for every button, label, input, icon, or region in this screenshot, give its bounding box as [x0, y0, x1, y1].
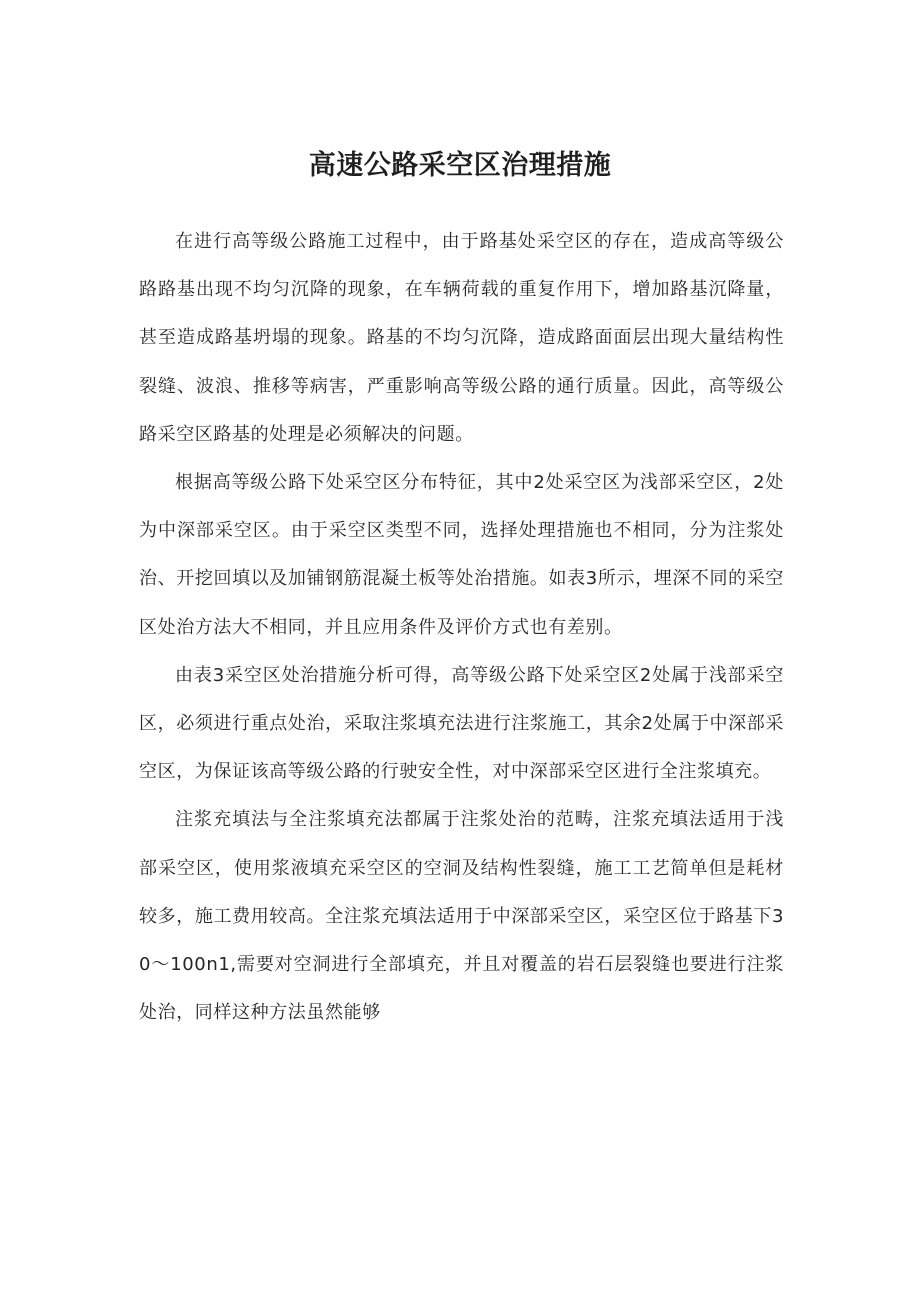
paragraph-4: 注浆充填法与全注浆填充法都属于注浆处治的范畴，注浆充填法适用于浅部采空区，使用浆液填充采空区的空洞及结构性裂缝，施工工艺简单但是耗材较多，施工费用较高。全注浆充填法适用于中深部采空区，采空区位于路基下30〜100n1,需要对空洞进行全部填充，并且对覆盖的岩石层裂缝也要进行注浆处治，同样这种方法虽然能够: [139, 809, 784, 1024]
paragraph-2: 根据高等级公路下处采空区分布特征，其中2处采空区为浅部采空区，2处为中深部采空区。由于采空区类型不同，选择处理措施也不相同，分为注浆处治、开挖回填以及加铺钢筋混凝土板等处治措施。如表3所示，埋深不同的采空区处治方法大不相同，并且应用条件及评价方式也有差别。: [139, 472, 784, 638]
paragraph-3: 由表3采空区处治措施分析可得，高等级公路下处采空区2处属于浅部采空区，必须进行重点处治，采取注浆填充法进行注浆施工，其余2处属于中深部采空区，为保证该高等级公路的行驶安全性，对中深部采空区进行全注浆填充。: [139, 664, 784, 783]
paragraph-1: 在进行高等级公路施工过程中，由于路基处采空区的存在，造成高等级公路路基出现不均匀沉降的现象，在车辆荷载的重复作用下，增加路基沉降量，甚至造成路基坍塌的现象。路基的不均匀沉降，造成路面面层出现大量结构性裂缝、波浪、推移等病害，严重影响高等级公路的通行质量。因此，高等级公路采空区路基的处理是必须解决的问题。: [139, 231, 784, 445]
document-title: 高速公路采空区治理措施: [308, 150, 612, 182]
document-body: [139, 218, 784, 1037]
